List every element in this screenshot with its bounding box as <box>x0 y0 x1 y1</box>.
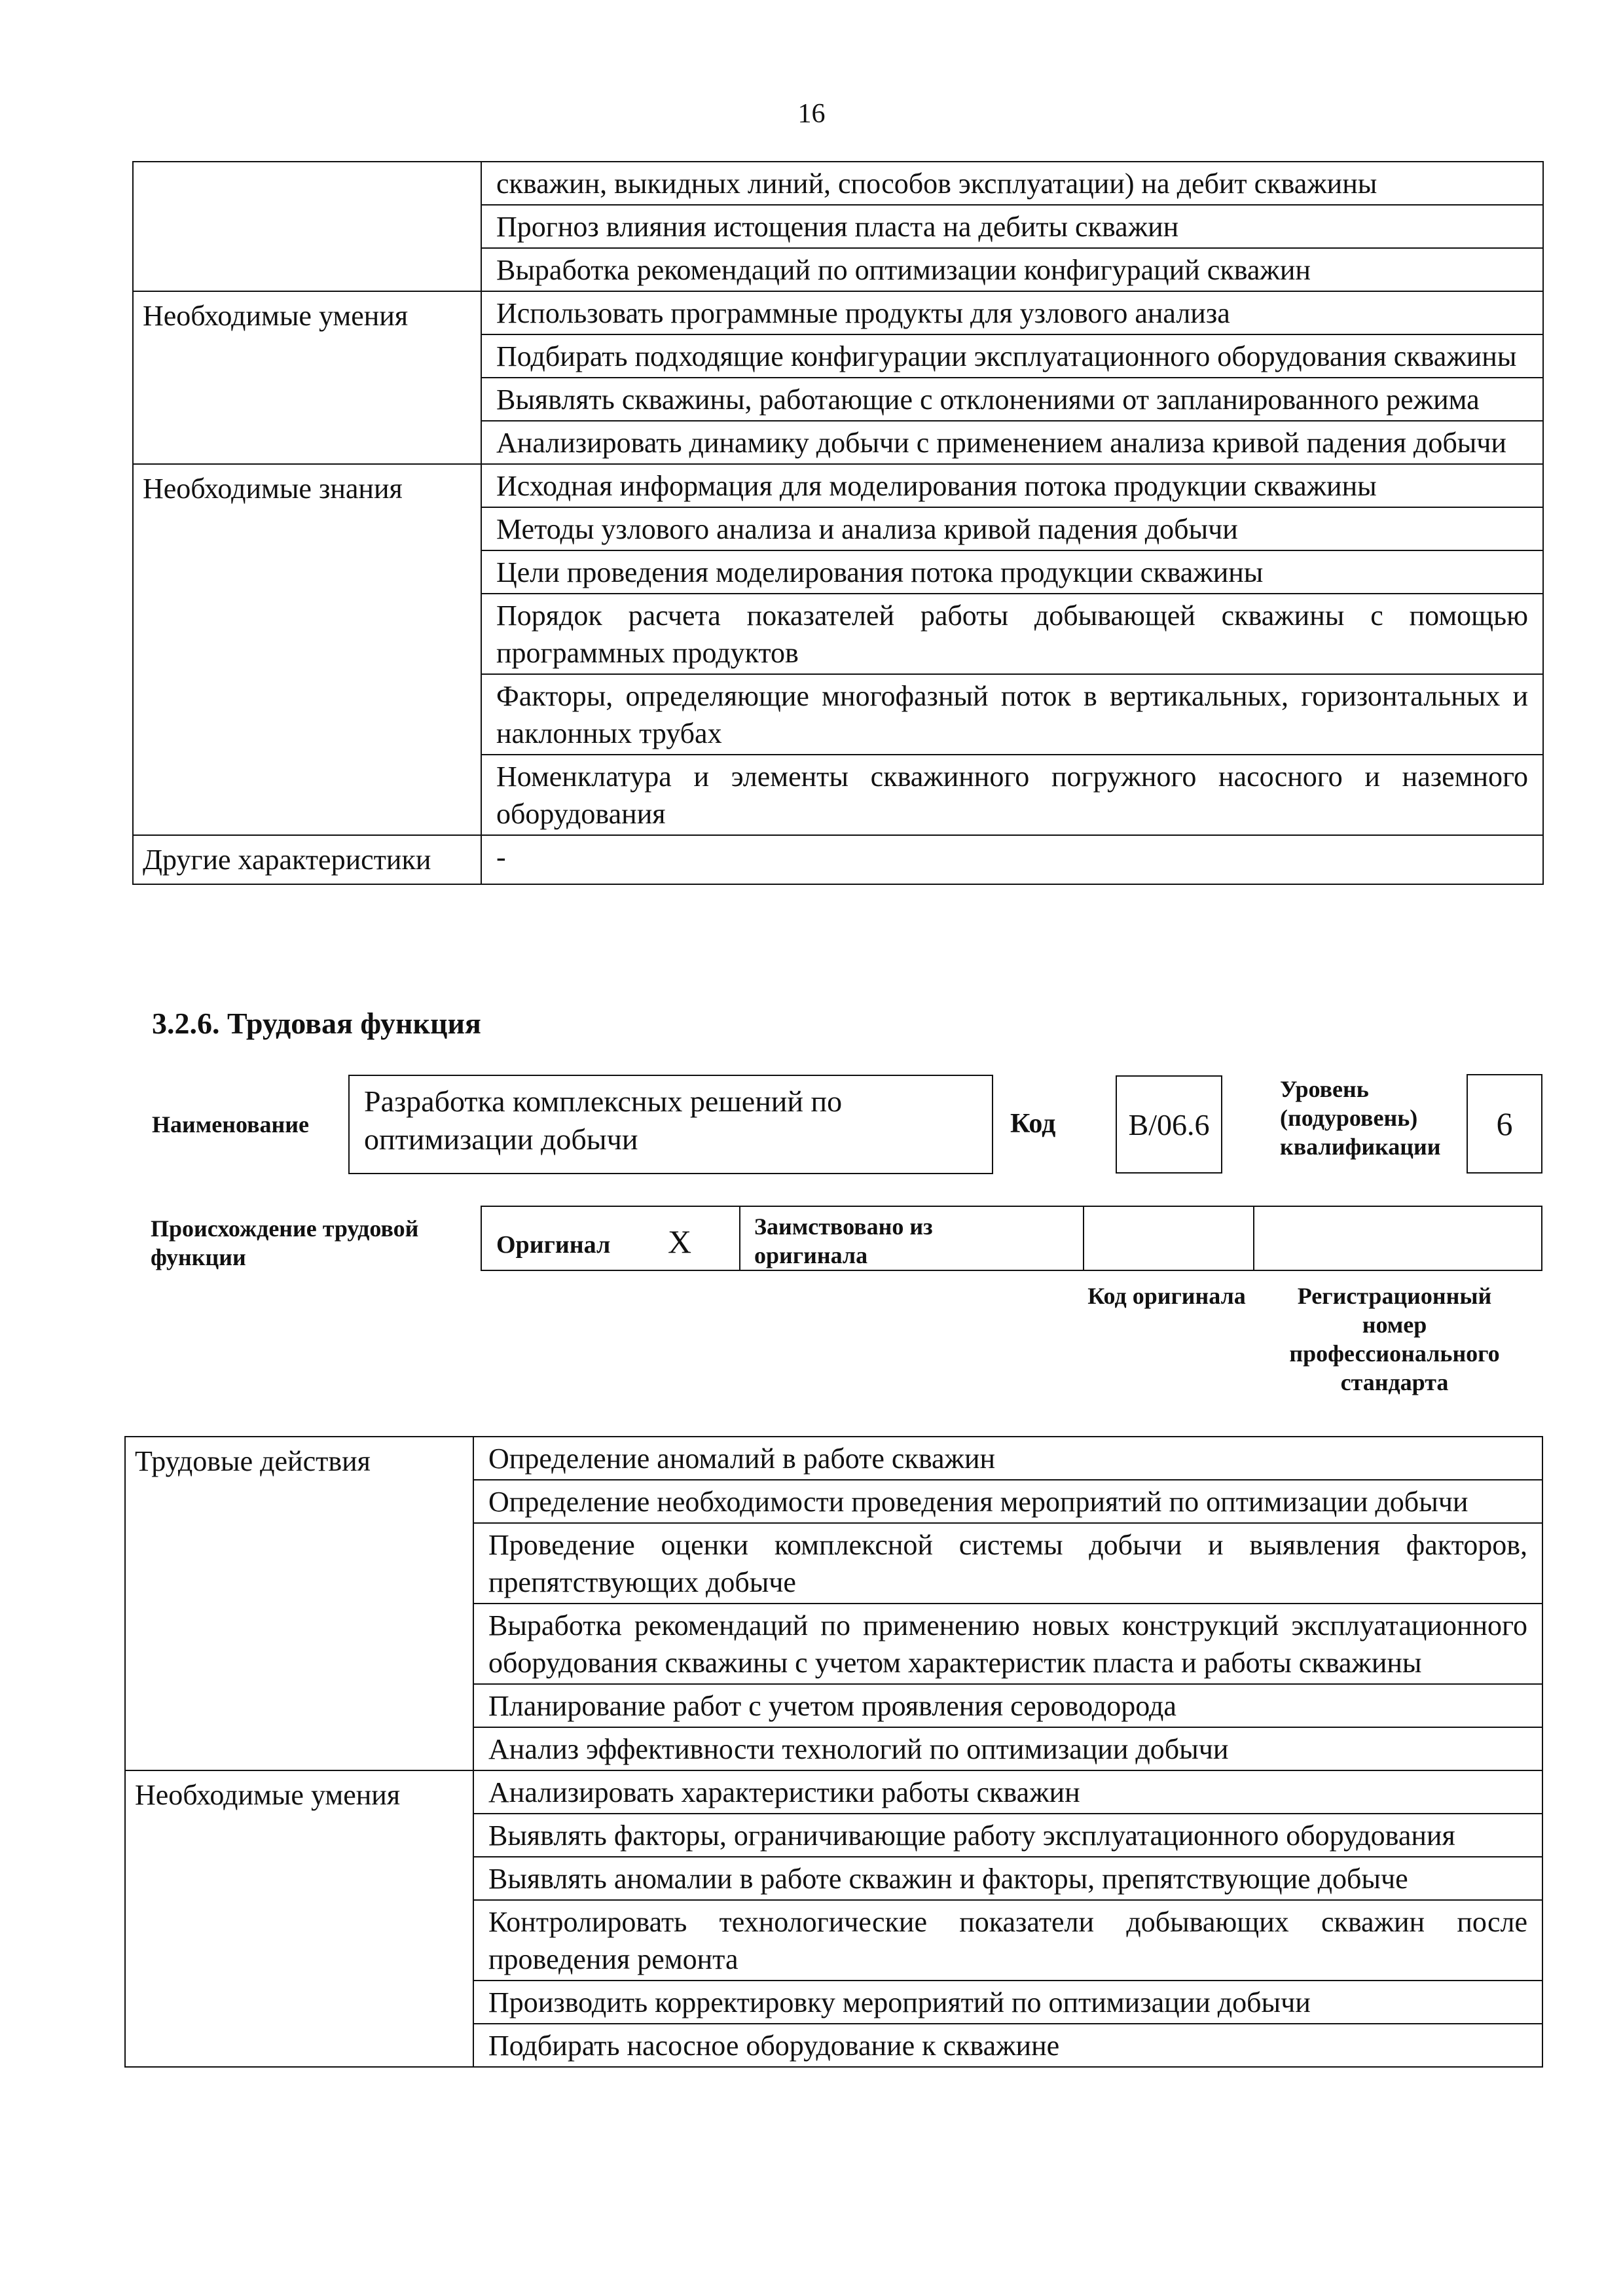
original-label: Оригинал <box>496 1231 611 1259</box>
row-item: Контролировать технологические показатели добывающих скважин после проведения ремонта <box>473 1900 1542 1981</box>
table-2-body <box>125 1437 1542 2067</box>
table-row <box>133 464 1543 507</box>
row-item: Анализировать динамику добычи с применением анализа кривой падения добычи <box>481 421 1543 464</box>
row-item: Выявлять аномалии в работе скважин и факторы, препятствующие добыче <box>473 1857 1542 1900</box>
borrowed-label: Заимствовано из оригинала <box>754 1213 933 1268</box>
name-label: Наименование <box>152 1111 309 1138</box>
row-item: Подбирать подходящие конфигурации эксплуатационного оборудования скважины <box>481 334 1543 378</box>
table-row <box>133 291 1543 334</box>
level-label: Уровень (подуровень) квалификации <box>1280 1076 1441 1160</box>
table-row <box>125 1770 1542 1814</box>
row-label <box>133 162 481 291</box>
level-value-box <box>1467 1074 1542 1174</box>
row-item: Номенклатура и элементы скважинного погружного насосного и наземного оборудования <box>481 755 1543 835</box>
row-item: Цели проведения моделирования потока продукции скважины <box>481 550 1543 594</box>
row-item: Анализировать характеристики работы скважин <box>473 1770 1542 1814</box>
table-row <box>133 162 1543 205</box>
row-item: Анализ эффективности технологий по оптимизации добычи <box>473 1727 1542 1770</box>
requirements-table-1 <box>132 161 1544 885</box>
row-item: Факторы, определяющие многофазный поток в вертикальных, горизонтальных и наклонных трубах <box>481 674 1543 755</box>
row-item: Определение необходимости проведения мероприятий по оптимизации добычи <box>473 1480 1542 1523</box>
row-item: Использовать программные продукты для узлового анализа <box>481 291 1543 334</box>
row-item: Порядок расчета показателей работы добывающей скважины с помощью программных продуктов <box>481 594 1543 674</box>
divider <box>1253 1206 1254 1271</box>
row-label: Необходимые умения <box>133 291 481 464</box>
level-value: 6 <box>1496 1105 1513 1142</box>
row-label: Необходимые знания <box>133 464 481 835</box>
row-item: Прогноз влияния истощения пласта на дебиты скважин <box>481 205 1543 248</box>
table-1-body <box>133 162 1543 884</box>
code-value: B/06.6 <box>1128 1107 1210 1141</box>
page-number: 16 <box>797 99 826 129</box>
row-item: Проведение оценки комплексной системы добычи и выявления факторов, препятствующих добыче <box>473 1523 1542 1604</box>
row-item: Планирование работ с учетом проявления сероводорода <box>473 1684 1542 1727</box>
row-item: Исходная информация для моделирования потока продукции скважины <box>481 464 1543 507</box>
row-item: скважин, выкидных линий, способов эксплуатации) на дебит скважины <box>481 162 1543 205</box>
row-item: - <box>481 835 1543 884</box>
original-mark: X <box>668 1223 692 1260</box>
code-label: Код <box>1010 1109 1056 1139</box>
reg-number-caption: Регистрационный номер профессионального стандарта <box>1289 1283 1500 1395</box>
code-original-caption: Код оригинала <box>1087 1283 1246 1309</box>
row-item: Методы узлового анализа и анализа кривой падения добычи <box>481 507 1543 550</box>
row-label: Трудовые действия <box>125 1437 473 1770</box>
table-row <box>133 835 1543 884</box>
row-label: Другие характеристики <box>133 835 481 884</box>
origin-table <box>481 1206 1542 1271</box>
code-value-box <box>1116 1075 1222 1174</box>
row-item: Подбирать насосное оборудование к скважине <box>473 2024 1542 2067</box>
row-item: Определение аномалий в работе скважин <box>473 1437 1542 1480</box>
origin-label: Происхождение трудовой функции <box>151 1215 419 1270</box>
row-item: Выявлять скважины, работающие с отклонениями от запланированного режима <box>481 378 1543 421</box>
row-item: Выработка рекомендаций по применению новых конструкций эксплуатационного оборудования скважины с учетом характеристик пласта и работы скважины <box>473 1604 1542 1684</box>
row-item: Выработка рекомендаций по оптимизации конфигураций скважин <box>481 248 1543 291</box>
row-label: Необходимые умения <box>125 1770 473 2067</box>
section-heading: 3.2.6. Трудовая функция <box>152 1007 481 1040</box>
row-item: Производить корректировку мероприятий по оптимизации добычи <box>473 1981 1542 2024</box>
requirements-table-2 <box>124 1436 1543 2068</box>
function-name-box <box>348 1075 993 1174</box>
table-row <box>125 1437 1542 1480</box>
row-item: Выявлять факторы, ограничивающие работу эксплуатационного оборудования <box>473 1814 1542 1857</box>
divider <box>739 1206 740 1271</box>
divider <box>1083 1206 1084 1271</box>
function-name-value: Разработка комплексных решений по оптимизации добычи <box>364 1085 843 1156</box>
